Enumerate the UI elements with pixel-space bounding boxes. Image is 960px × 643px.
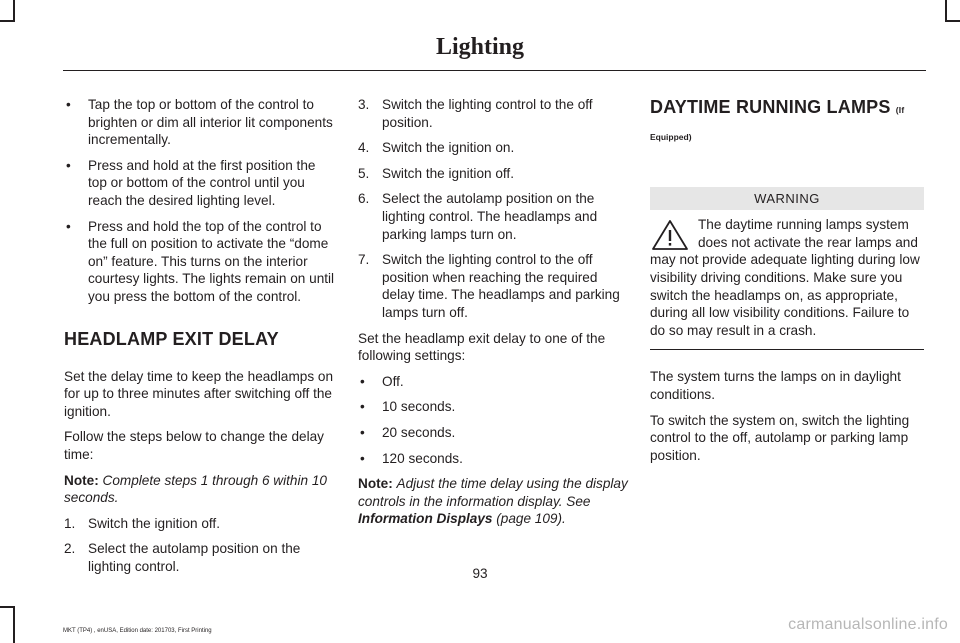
column-left <box>64 96 338 583</box>
paragraph: Set the headlamp exit delay to one of the following settings: <box>358 330 606 364</box>
bullet-text: Press and hold the top of the control to the full on position to activate the “dome on” feature. This turns on the interior courtesy lights. The lights remain on until you press the bottom of the control. <box>88 218 335 304</box>
warning-rule <box>650 349 924 350</box>
note <box>64 472 338 507</box>
crop-mark <box>0 20 15 22</box>
note-text: Complete steps 1 through 6 within 10 seconds. <box>64 472 327 506</box>
option-text: Off. <box>382 373 404 389</box>
step-number: 2. <box>64 541 76 557</box>
list-item: • 20 seconds. <box>360 424 456 440</box>
list-item <box>358 96 632 131</box>
option-text: 10 seconds. <box>382 399 456 415</box>
step-text: Switch the ignition off. <box>382 165 514 181</box>
paragraph: The system turns the lamps on in daylight conditions. <box>650 369 901 402</box>
page-title: Lighting <box>435 34 525 60</box>
step-text: Select the autolamp position on the lighting control. The headlamps and parking lamps turn on. <box>382 191 598 242</box>
paragraph: Follow the steps below to change the delay time: <box>64 429 324 462</box>
watermark: carmanualsonline.info <box>788 616 948 633</box>
cross-reference-link[interactable]: Information Displays <box>358 511 493 527</box>
option-text: 20 seconds. <box>382 424 456 440</box>
list-item: • Press and hold the top of the control to the full on position to activate the “dome on” feature. This turns on the interior courtesy lights. The lights remain on until you press the bottom of the control. <box>66 218 335 304</box>
step-text: Switch the lighting control to the off position when reaching the required delay time. The headlamps and parking lamps turn off. <box>382 252 620 320</box>
bullet-text: Press and hold at the first position the top or bottom of the control until you reach the desired lighting level. <box>88 157 316 208</box>
list-item: • Press and hold at the first position the top or bottom of the control until you reach the desired lighting level. <box>66 157 316 208</box>
list-item <box>358 251 632 321</box>
list-item <box>358 165 632 183</box>
note-label: Note: <box>64 472 99 488</box>
step-text: Switch the ignition on. <box>382 140 515 156</box>
note <box>358 475 632 528</box>
column-middle <box>358 96 632 536</box>
note-label: Note: <box>358 476 393 492</box>
heading-qualifier: Equipped) <box>650 132 692 142</box>
crop-mark <box>945 20 960 22</box>
step-number: 3. <box>358 97 370 112</box>
list-item: • 10 seconds. <box>360 399 456 415</box>
crop-mark <box>13 606 15 643</box>
step-number: 7. <box>358 252 370 268</box>
bullet-text: Tap the top or bottom of the control to brighten or dim all interior lit components incrementally. <box>88 97 333 148</box>
section-heading <box>650 96 924 121</box>
warning-banner: WARNING <box>650 187 924 211</box>
list-item <box>358 139 632 157</box>
warning-text-first: The daytime running lamps system does not activate the rear lamps and <box>698 217 918 250</box>
heading-qualifier: (If <box>895 105 905 115</box>
section-heading-text: DAYTIME RUNNING LAMPS <box>650 97 891 117</box>
edition-footer: MKT (TP4) , enUSA, Edition date: 201703, First Printing <box>63 628 212 634</box>
warning-text-rest: may not provide adequate lighting during low visibility driving conditions. Make sure you switch the headlamps on, as appropriate, during all low visibility conditions. Failure to do so may result in a crash. <box>650 252 920 338</box>
note-text: Adjust the time delay using the display controls in the information display. See <box>358 476 628 509</box>
step-number: 6. <box>358 191 370 207</box>
column-right <box>650 96 924 472</box>
step-text: Switch the ignition off. <box>88 515 220 531</box>
step-number: 1. <box>64 515 76 531</box>
paragraph: Set the delay time to keep the headlamps on for up to three minutes after switching off the ignition. <box>64 368 334 419</box>
list-item <box>64 515 338 533</box>
crop-mark <box>0 606 15 608</box>
section-heading: HEADLAMP EXIT DELAY <box>64 328 279 349</box>
page-number: 93 <box>472 566 488 581</box>
warning-body <box>650 216 924 339</box>
step-number: 5. <box>358 165 370 181</box>
list-item: • Tap the top or bottom of the control to brighten or dim all interior lit components incrementally. <box>66 97 333 148</box>
list-item: • Off. <box>360 373 404 389</box>
crop-mark <box>945 0 947 20</box>
page-reference: (page 109). <box>496 511 566 527</box>
list-item <box>358 190 632 243</box>
crop-mark <box>13 0 15 20</box>
step-text: Switch the lighting control to the off position. <box>382 97 593 130</box>
header-rule <box>63 70 926 71</box>
list-item: • 120 seconds. <box>360 450 463 466</box>
warning-triangle-icon <box>650 218 690 252</box>
option-text: 120 seconds. <box>382 450 463 466</box>
step-text: Select the autolamp position on the lighting control. <box>88 541 301 574</box>
paragraph: To switch the system on, switch the lighting control to the off, autolamp or parking lamp position. <box>650 412 910 463</box>
step-number: 4. <box>358 140 370 156</box>
